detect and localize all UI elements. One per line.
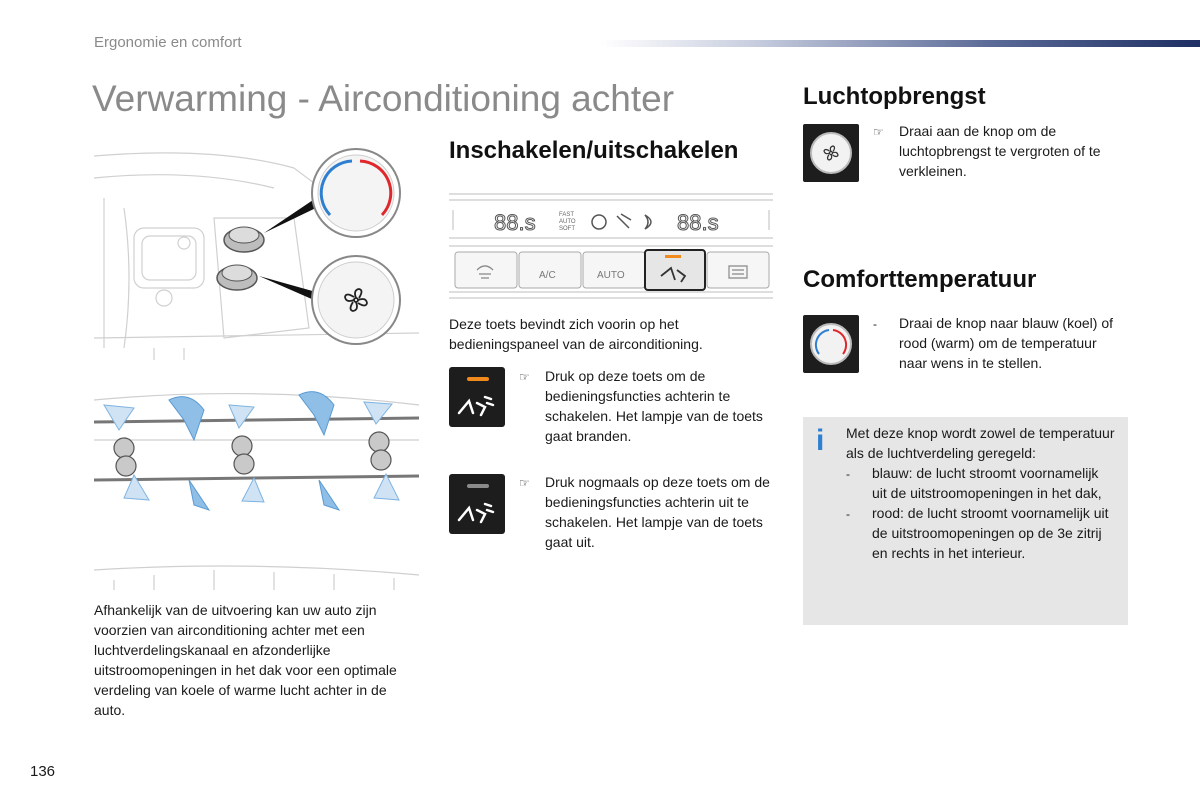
switch-intro: Deze toets bevindt zich voorin op het bedieningspaneel van de airconditioning. [449,316,703,352]
info-item-text: rood: de lucht stroomt voornamelijk uit de uitstroomopeningen op de 3e zitrij en rechts in het interieur. [872,505,1109,561]
rear-ac-on-tile [449,367,505,427]
off-instruction [519,472,775,552]
display-right: 88.s [677,210,719,235]
header-bar [600,40,1200,47]
comfort-instruction [873,313,1123,373]
auto-button-label: AUTO [597,270,625,281]
dash-mark: - [846,467,850,481]
control-panel-illustration [449,190,773,300]
on-instruction [519,366,771,446]
bullet-mark: ☞ [519,476,530,490]
info-content [846,423,1116,563]
comfort-instruction-text: Draai de knop naar blauw (koel) of rood (warm) om de temperatuur naar wens in te stellen. [899,315,1114,371]
off-instruction-text: Druk nogmaals op deze toets om de bedieningsfuncties achterin uit te schakelen. Het lampje van de toets gaat uit. [545,474,770,550]
fast-label: FAST [559,212,575,218]
comfort-heading: Comforttemperatuur [803,266,1037,293]
info-intro: Met deze knop wordt zowel de temperatuur als de luchtverdeling geregeld: [846,425,1115,461]
section-label: Ergonomie en comfort [94,34,242,51]
info-icon: i [816,424,825,457]
display-left: 88.s [494,210,536,235]
ac-button-label: A/C [539,270,556,281]
rear-controls-illustration [94,138,419,360]
airflow-instruction-text: Draai aan de knop om de luchtopbrengst te vergroten of te verkleinen. [899,123,1101,179]
rear-ac-off-tile [449,474,505,534]
switch-heading: Inschakelen/uitschakelen [449,137,739,164]
info-item [846,503,1116,563]
temperature-knob-tile [803,315,859,373]
bullet-mark: ☞ [873,125,884,139]
page-title: Verwarming - Airconditioning achter [92,78,675,119]
airflow-instruction [873,121,1133,181]
bullet-mark: ☞ [519,370,530,384]
on-instruction-text: Druk op deze toets om de bedieningsfuncties achterin te schakelen. Het lampje van de toets gaat branden. [545,368,763,444]
auto-label: AUTO [559,219,576,225]
dash-mark: - [846,507,850,521]
info-item-text: blauw: de lucht stroomt voornamelijk uit de uitstroomopeningen in het dak, [872,465,1102,501]
dash-mark: - [873,317,877,331]
roof-vents-illustration [94,380,419,590]
fan-knob-tile [803,124,859,182]
info-item [846,463,1116,503]
intro-paragraph: Afhankelijk van de uitvoering kan uw auto zijn voorzien van airconditioning achter met een luchtverdelingskanaal en afzonderlijke uitstroomopeningen in het dak voor een optimale verdeling van koele of warme lucht achter in de auto. [94,602,397,718]
page-number: 136 [30,763,56,780]
airflow-heading: Luchtopbrengst [803,83,986,110]
soft-label: SOFT [559,226,575,232]
